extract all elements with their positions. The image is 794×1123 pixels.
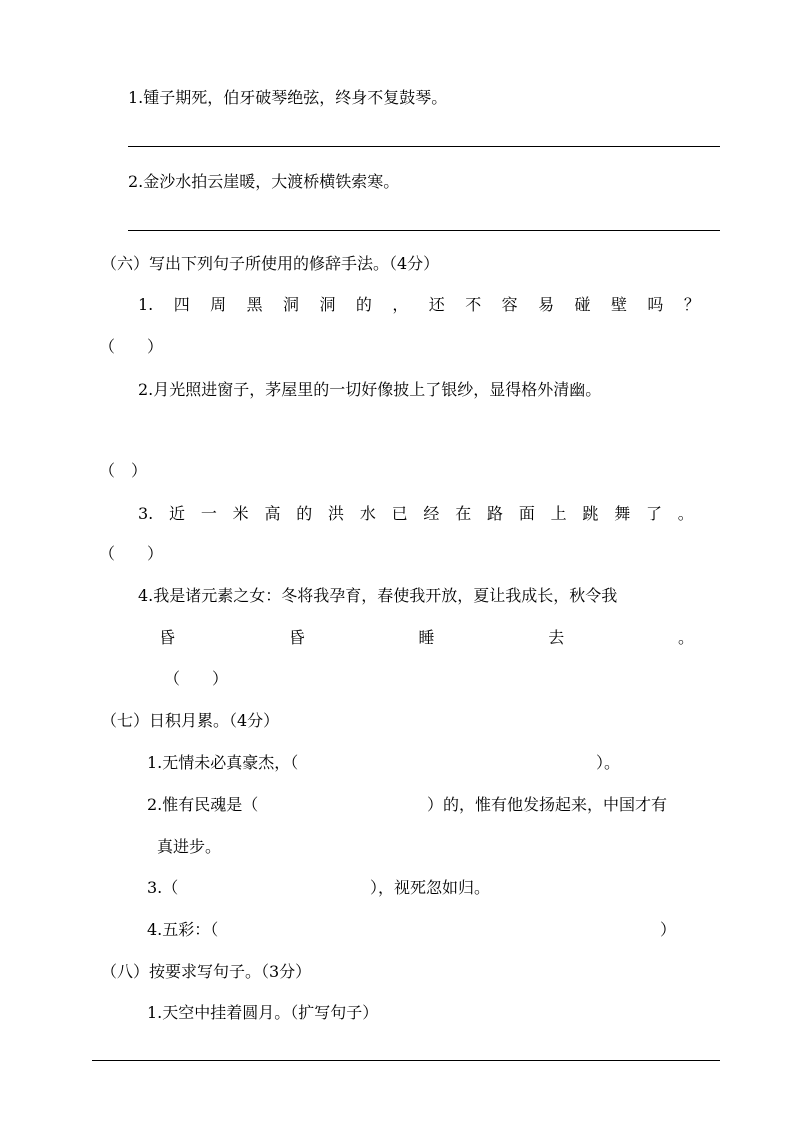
sentence-char: 不 — [465, 295, 482, 314]
question-7-2-a: 2.惟有民魂是（ — [147, 795, 259, 814]
sentence-char: 水 — [359, 504, 376, 523]
sentence-char: 已 — [391, 504, 408, 523]
sentence-char: 昏 — [159, 628, 176, 647]
sentence-char: ， — [392, 295, 409, 314]
sentence-char: 吗 — [647, 295, 664, 314]
section-7-heading: （七）日积月累。（4分） — [101, 711, 280, 730]
sentence-char: 面 — [518, 504, 535, 523]
sentence-char: 。 — [677, 628, 694, 647]
sentence-char: 去 — [548, 628, 565, 647]
question-8-1: 1.天空中挂着圆月。（扩写句子） — [147, 1003, 379, 1022]
sentence-char: 经 — [423, 504, 440, 523]
item-5-2: 2.金沙水拍云崖暖，大渡桥横铁索寒。 — [128, 172, 400, 191]
sentence-char: 了 — [646, 504, 663, 523]
sentence-char: 跳 — [582, 504, 599, 523]
sentence-char: 洞 — [319, 295, 336, 314]
sentence-char: 四 — [173, 295, 190, 314]
answer-line[interactable] — [128, 146, 720, 147]
sentence-char: 3. — [138, 504, 154, 523]
question-7-4-b: ） — [660, 920, 677, 939]
sentence-char: ？ — [683, 295, 700, 314]
sentence-char: 的 — [296, 504, 313, 523]
answer-paren[interactable]: （ ） — [99, 461, 148, 480]
question-6-3 — [138, 504, 694, 524]
sentence-char: 路 — [487, 504, 504, 523]
answer-line[interactable] — [128, 230, 720, 231]
question-7-1-a: 1.无情未必真豪杰，（ — [147, 753, 299, 772]
question-7-2-b: ）的，惟有他发扬起来，中国才有 — [427, 795, 668, 814]
answer-paren[interactable]: （ ） — [99, 337, 164, 356]
answer-paren[interactable]: （ ） — [99, 544, 164, 563]
question-7-4-a: 4.五彩：（ — [147, 920, 219, 939]
sentence-char: 。 — [677, 504, 694, 523]
sentence-char: 黑 — [246, 295, 263, 314]
sentence-char: 米 — [232, 504, 249, 523]
sentence-char: 昏 — [288, 628, 305, 647]
sentence-char: 近 — [169, 504, 186, 523]
section-6-heading: （六）写出下列句子所使用的修辞手法。（4分） — [101, 254, 440, 273]
sentence-char: 睡 — [418, 628, 435, 647]
section-8-heading: （八）按要求写句子。（3分） — [101, 962, 312, 981]
sentence-char: 1. — [138, 295, 154, 314]
item-5-1: 1.锺子期死，伯牙破琴绝弦，终身不复鼓琴。 — [128, 88, 448, 107]
question-6-4-line2 — [159, 628, 694, 648]
sentence-char: 洪 — [328, 504, 345, 523]
question-7-3-a: 3.（ — [147, 878, 179, 897]
sentence-char: 在 — [455, 504, 472, 523]
sentence-char: 碰 — [574, 295, 591, 314]
question-6-2: 2.月光照进窗子，茅屋里的一切好像披上了银纱，显得格外清幽。 — [138, 380, 602, 399]
sentence-char: 还 — [428, 295, 445, 314]
question-7-1-b: ）。 — [596, 753, 621, 772]
sentence-char: 周 — [210, 295, 227, 314]
sentence-char: 高 — [264, 504, 281, 523]
sentence-char: 洞 — [283, 295, 300, 314]
question-7-2-c: 真进步。 — [157, 837, 222, 856]
answer-line[interactable] — [92, 1060, 720, 1061]
sentence-char: 易 — [538, 295, 555, 314]
sentence-char: 一 — [200, 504, 217, 523]
sentence-char: 舞 — [614, 504, 631, 523]
question-6-4-line1: 4.我是诸元素之女：冬将我孕育，春使我开放，夏让我成长，秋令我 — [138, 586, 618, 605]
sentence-char: 的 — [355, 295, 372, 314]
question-6-1 — [138, 295, 700, 315]
answer-paren[interactable]: （ ） — [164, 669, 229, 688]
sentence-char: 上 — [550, 504, 567, 523]
sentence-char: 壁 — [610, 295, 627, 314]
sentence-char: 容 — [501, 295, 518, 314]
question-7-3-b: ），视死忽如归。 — [370, 878, 491, 897]
